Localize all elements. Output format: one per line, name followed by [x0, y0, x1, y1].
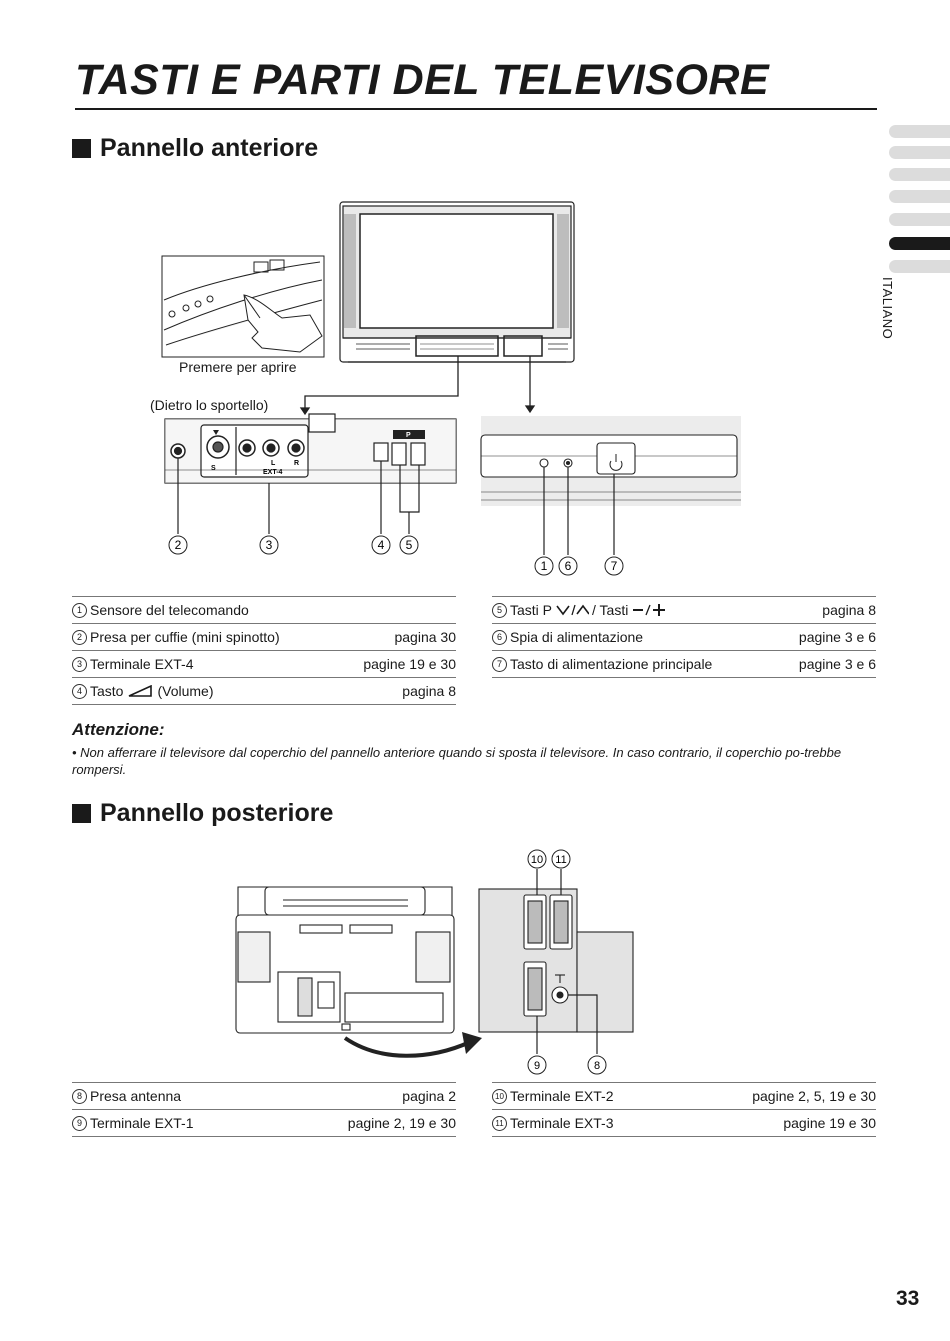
item-label-b: / Tasti: [592, 602, 629, 618]
item-number: 11: [492, 1116, 507, 1131]
chapter-tab: [889, 260, 950, 273]
item-label: Terminale EXT-2: [510, 1088, 614, 1104]
callout-arrows: [301, 356, 534, 414]
item-number: 7: [492, 657, 507, 672]
item-label: Tasto di alimentazione principale: [510, 656, 713, 672]
item-number: 10: [492, 1089, 507, 1104]
language-label: ITALIANO: [880, 277, 895, 340]
table-row: [72, 1109, 456, 1136]
front-connector-panel: [165, 414, 456, 483]
table-row: [492, 1109, 876, 1136]
table-row: [72, 677, 456, 704]
front-number-markers: [169, 536, 623, 575]
volume-triangle-icon: [128, 685, 152, 697]
rear-panel-heading-text: Pannello posteriore: [100, 799, 334, 827]
marker-1: 1: [540, 559, 548, 573]
item-page: pagina 30: [394, 629, 456, 645]
front-panel-illustration: [150, 195, 750, 590]
table-row: [72, 623, 456, 650]
bullet-icon: •: [72, 745, 81, 760]
rear-panel-heading: [72, 799, 333, 828]
square-bullet-icon: [72, 804, 91, 823]
marker-11: 11: [555, 854, 567, 866]
table-row: [492, 650, 876, 677]
curved-arrow: [345, 1038, 470, 1056]
item-label: Terminale EXT-4: [90, 656, 194, 672]
front-panel-heading-text: Pannello anteriore: [100, 134, 319, 162]
marker-10: 10: [530, 854, 544, 866]
ext4-panel-label: EXT-4: [263, 469, 283, 476]
chapter-tab: [889, 168, 950, 181]
title-rule: [75, 108, 877, 110]
table-row: [72, 650, 456, 677]
table-row: [72, 1082, 456, 1109]
marker-9: 9: [533, 1060, 541, 1072]
item-number: 6: [492, 630, 507, 645]
item-page: pagine 19 e 30: [363, 656, 456, 672]
audio-r-label: R: [294, 460, 300, 467]
item-label: Spia di alimentazione: [510, 629, 644, 645]
tv-rear-drawing: [236, 887, 454, 1033]
item-number: 1: [72, 603, 87, 618]
marker-5: 5: [405, 538, 413, 552]
square-bullet-icon: [72, 139, 91, 158]
chapter-tab: [889, 146, 950, 159]
table-bottom-rule: [72, 1136, 456, 1137]
item-page: pagina 8: [402, 683, 456, 699]
item-label: Tasto: [90, 683, 124, 699]
item-label-suffix: (Volume): [157, 683, 214, 699]
item-label: Presa per cuffie (mini spinotto): [90, 629, 280, 645]
attention-text: [72, 744, 880, 778]
item-label: Tasti P: [510, 602, 553, 618]
table-row: [492, 1082, 876, 1109]
item-page: pagine 2, 5, 19 e 30: [752, 1088, 876, 1104]
chapter-tab: [889, 190, 950, 203]
item-label: Terminale EXT-1: [90, 1115, 194, 1131]
item-page: pagine 2, 19 e 30: [347, 1115, 456, 1131]
item-page: pagine 3 e 6: [798, 629, 876, 645]
chapter-tab: [889, 213, 950, 226]
item-number: 2: [72, 630, 87, 645]
audio-l-label: L: [271, 460, 276, 467]
item-label: Sensore del telecomando: [90, 602, 249, 618]
marker-6: 6: [564, 559, 572, 573]
s-video-label: S: [211, 465, 216, 472]
marker-3: 3: [265, 538, 273, 552]
item-label: Terminale EXT-3: [510, 1115, 614, 1131]
press-to-open-inset: [162, 256, 324, 357]
channel-down-up-icon: [555, 604, 589, 616]
volume-minus-plus-icon: [632, 604, 666, 616]
item-number: 3: [72, 657, 87, 672]
item-page: pagine 19 e 30: [783, 1115, 876, 1131]
table-row: [492, 623, 876, 650]
chapter-tab-active: [889, 237, 950, 250]
chapter-tab: [889, 125, 950, 138]
item-label: Presa antenna: [90, 1088, 182, 1104]
tv-front-drawing: [340, 202, 574, 362]
rear-panel-illustration: [230, 845, 650, 1080]
attention-body: Non afferrare il televisore dal coperchio del pannello anteriore quando si sposta il televisore. In caso contrario, il coperchio po-trebbe rompersi.: [72, 745, 842, 777]
front-panel-heading: [72, 134, 318, 163]
page-title: TASTI E PARTI DEL TELEVISORE: [75, 56, 770, 104]
marker-4: 4: [377, 538, 385, 552]
item-page: pagine 3 e 6: [798, 656, 876, 672]
rear-connector-zoom: [479, 889, 633, 1032]
table-bottom-rule: [492, 677, 876, 678]
attention-title: Attenzione:: [72, 720, 165, 739]
item-number: 9: [72, 1116, 87, 1131]
item-number: 8: [72, 1089, 87, 1104]
marker-8: 8: [593, 1060, 601, 1072]
item-page: pagina 2: [402, 1088, 456, 1104]
table-bottom-rule: [72, 704, 456, 705]
table-row: [492, 596, 876, 623]
marker-7: 7: [610, 559, 618, 573]
item-number: 4: [72, 684, 87, 699]
behind-door-caption: (Dietro lo sportello): [150, 397, 269, 413]
p-panel-label: P: [406, 432, 411, 439]
marker-2: 2: [174, 538, 182, 552]
item-page: pagina 8: [822, 602, 876, 618]
front-control-panel: [481, 416, 741, 506]
table-row: [72, 596, 456, 623]
press-to-open-caption: Premere per aprire: [179, 359, 297, 375]
table-bottom-rule: [492, 1136, 876, 1137]
page-number: 33: [896, 1287, 920, 1310]
item-number: 5: [492, 603, 507, 618]
